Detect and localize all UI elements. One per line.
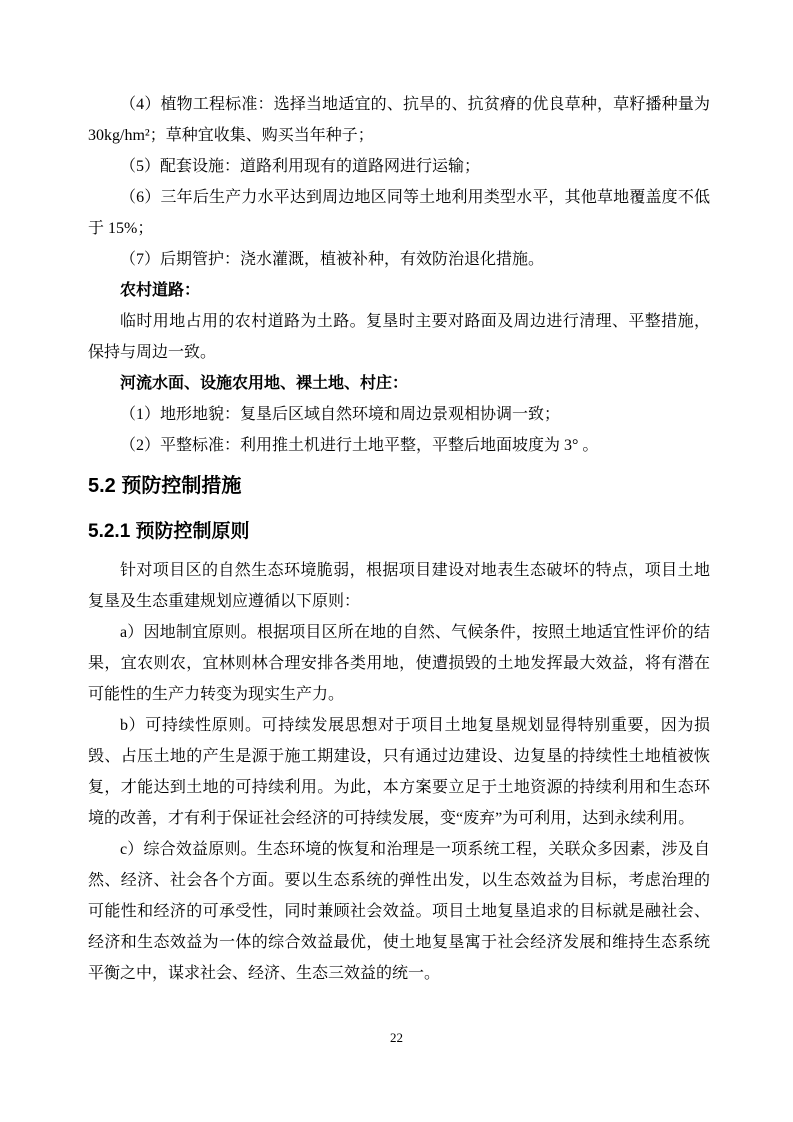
paragraph: a）因地制宜原则。根据项目区所在地的自然、气候条件，按照土地适宜性评价的结果，宜农则农，宜林则林合理安排各类用地，使遭损毁的土地发挥最大效益，将有潜在可能性的生产力转变为现实生产力。 [88, 624, 710, 703]
paragraph: b）可持续性原则。可持续发展思想对于项目土地复垦规划显得特别重要，因为损毁、占压土地的产生是源于施工期建设，只有通过边建设、边复垦的持续性土地植被恢复，才能达到土地的可持续利用。为此，本方案要立足于土地资源的持续利用和生态环境的改善，才有利于保证社会经济的可持续发展，变“废弃”为可利用，达到永续利用。 [88, 717, 710, 827]
category-heading: 河流水面、设施农用地、裸土地、村庄： [120, 375, 409, 392]
paragraph: （4）植物工程标准：选择当地适宜的、抗旱的、抗贫瘠的优良草种，草籽播种量为 30kg/hm²；草种宜收集、购买当年种子； [88, 96, 710, 144]
category-heading: 农村道路： [120, 282, 201, 299]
subsection-heading: 5.2.1 预防控制原则 [88, 521, 250, 542]
paragraph: （2）平整标准：利用推土机进行土地平整，平整后地面坡度为 3° 。 [120, 437, 599, 454]
paragraph: 临时用地占用的农村道路为土路。复垦时主要对路面及周边进行清理、平整措施，保持与周边一致。 [88, 313, 710, 361]
paragraph: （7）后期管护：浇水灌溉，植被补种，有效防治退化措施。 [120, 251, 545, 268]
paragraph: （5）配套设施：道路利用现有的道路网进行运输； [120, 158, 481, 175]
page-number: 22 [390, 1030, 403, 1045]
paragraph: （1）地形地貌：复垦后区域自然环境和周边景观相协调一致； [120, 406, 561, 423]
page-content [88, 89, 710, 989]
paragraph: 针对项目区的自然生态环境脆弱，根据项目建设对地表生态破坏的特点，项目土地复垦及生态重建规划应遵循以下原则： [88, 562, 710, 610]
paragraph: c）综合效益原则。生态环境的恢复和治理是一项系统工程，关联众多因素，涉及自然、经济、社会各个方面。要以生态系统的弹性出发，以生态效益为目标，考虑治理的可能性和经济的可承受性，同时兼顾社会效益。项目土地复垦追求的目标就是融社会、经济和生态效益为一体的综合效益最优，使土地复垦寓于社会经济发展和维持生态系统平衡之中，谋求社会、经济、生态三效益的统一。 [88, 841, 710, 982]
section-heading: 5.2 预防控制措施 [88, 475, 242, 497]
paragraph: （6）三年后生产力水平达到周边地区同等土地利用类型水平，其他草地覆盖度不低于 15%； [88, 189, 710, 237]
